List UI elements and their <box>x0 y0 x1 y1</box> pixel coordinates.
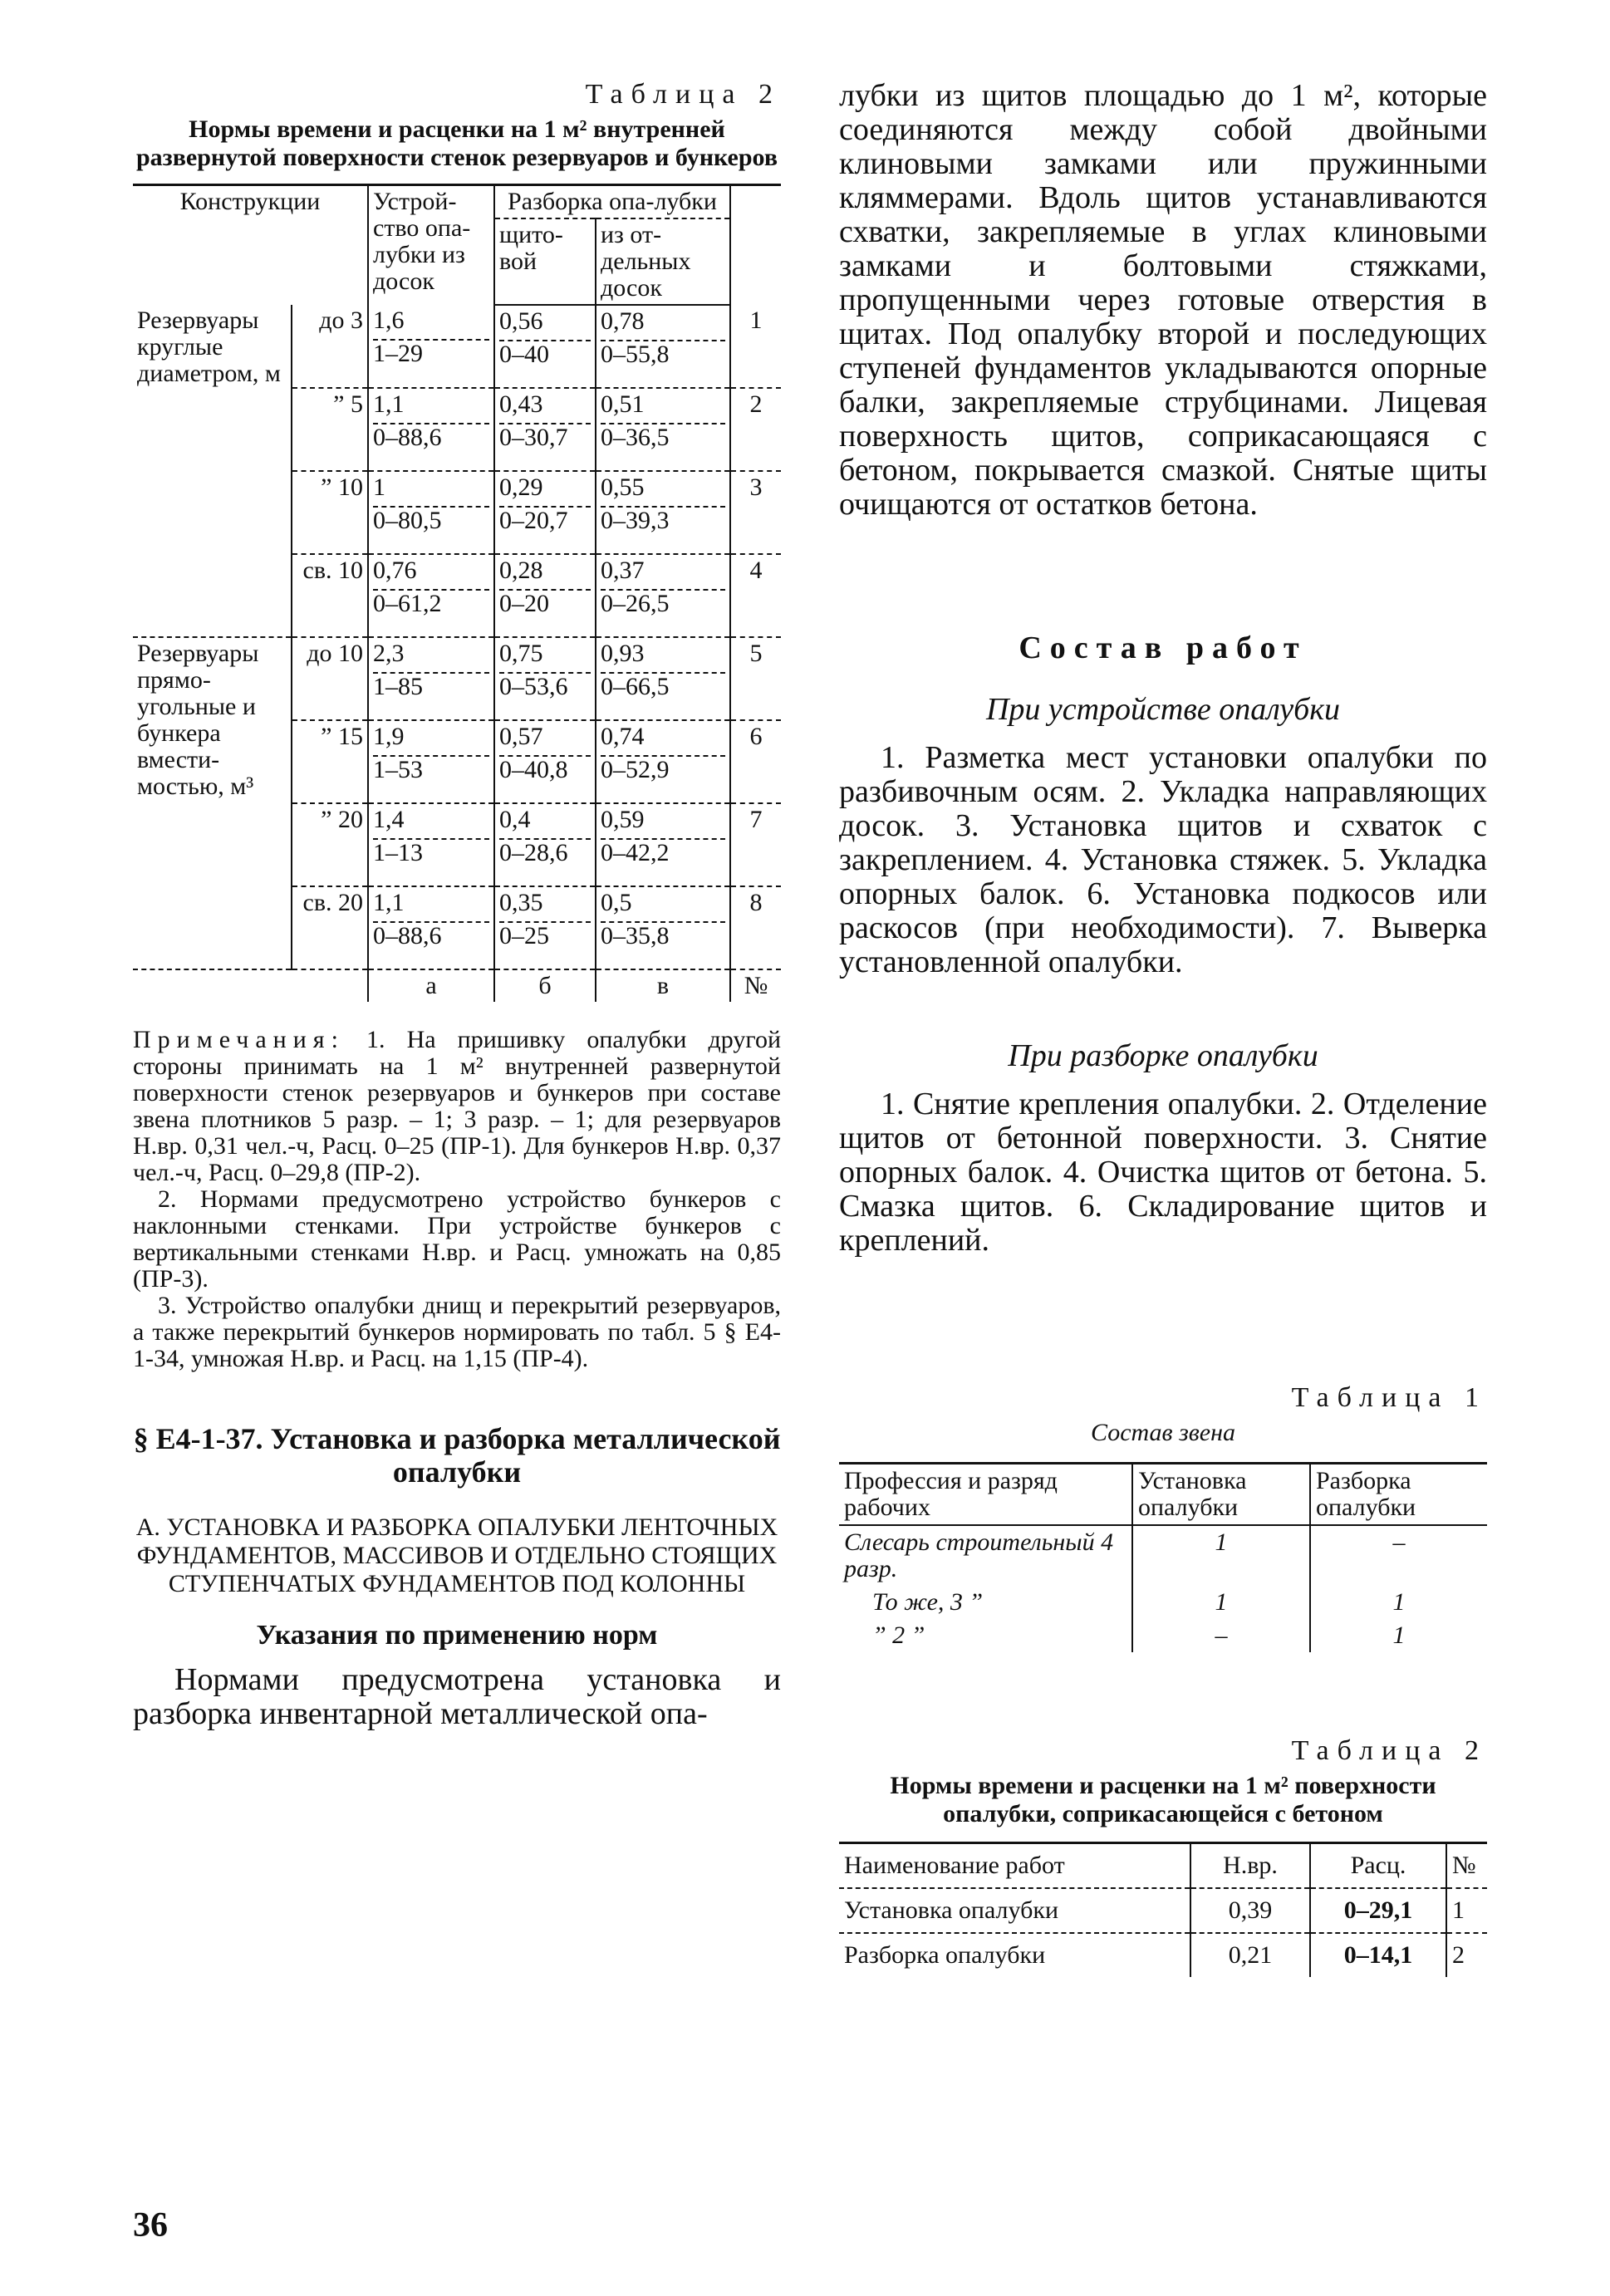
table1-title: Состав звена <box>1090 1419 1235 1446</box>
rasc-value: 0–20,7 <box>499 507 568 534</box>
table2-title: Нормы времени и расценки на 1 м² внутренней развернутой поверхности стенок резервуаров и бункеров <box>135 115 778 171</box>
rasc-value: 0–42,2 <box>601 839 670 866</box>
table-row <box>133 305 781 388</box>
col-shield: щито-вой <box>494 218 596 305</box>
nvr-value: 0,93 <box>601 640 725 674</box>
nvr-value: 0,74 <box>601 724 725 757</box>
notes-label: Примечания: <box>133 1026 345 1053</box>
note-3: 3. Устройство опалубки днищ и перекрытий резервуаров, а также перекрытий бункеров нормировать по табл. 5 § Е4-1-34, умножая Н.вр. и Расц. на 1,15 (ПР-4). <box>133 1292 781 1372</box>
group-label: Резервуары круглые диаметром, м <box>137 307 281 387</box>
col-dismantle: Разборка опа-лубки <box>494 185 730 219</box>
nvr-value: 0,28 <box>499 557 591 591</box>
rasc-value: 0–40,8 <box>499 756 568 783</box>
right-column <box>839 79 1487 1977</box>
dismantle-count: – <box>1310 1525 1487 1586</box>
rasc-value: 0–88,6 <box>373 424 442 451</box>
install-heading: При устройстве опалубки <box>985 692 1341 727</box>
footer-v: в <box>596 969 730 1002</box>
dismantle-count: 1 <box>1310 1619 1487 1652</box>
rasc-value: 0–61,2 <box>373 590 442 617</box>
profession: ” 2 ” <box>872 1621 925 1649</box>
tank-norms-table <box>133 184 781 1002</box>
rasc-value: 0–25 <box>499 922 549 949</box>
row-number: 3 <box>730 471 781 554</box>
rasc-value: 0–88,6 <box>373 922 442 949</box>
note-1: 1. На пришивку опалубки другой стороны принимать на 1 м² внутренней развернутой поверхности стенок резервуаров и бункеров при составе звена плотников 5 разр. – 1; 3 разр. – 1; для резервуаров Н.вр. 0,31 чел.-ч, Расц. 0–25 (ПР-1). Для бункеров Н.вр. 0,37 чел.-ч, Расц. 0–29,8 (ПР-2). <box>133 1026 781 1186</box>
row-size: ” 15 <box>292 720 368 803</box>
nvr-value: 0,51 <box>601 391 725 424</box>
row-size: св. 10 <box>292 554 368 637</box>
rasc-value: 0–30,7 <box>499 424 568 451</box>
guidance-heading: Указания по применению норм <box>256 1620 658 1651</box>
nvr-value: 0,35 <box>499 890 591 923</box>
rasc-value: 0–26,5 <box>601 590 670 617</box>
table2-right-caption: Таблица 2 <box>1291 1735 1487 1766</box>
works-title: Состав работ <box>1019 630 1308 665</box>
rasc-value: 0–80,5 <box>373 507 442 534</box>
work-name: Разборка опалубки <box>844 1941 1046 1969</box>
rasc-value: 1–85 <box>373 673 423 700</box>
col-separate: из от-дельных досок <box>596 218 730 305</box>
row-size: ” 5 <box>292 388 368 471</box>
footer-b: б <box>494 969 596 1002</box>
row-size: до 10 <box>292 637 368 720</box>
note-2: 2. Нормами предусмотрено устройство бункеров с наклонными стенками. При устройстве бункеров с вертикальными стенками Н.вр. и Расц. умножать на 0,85 (ПР-3). <box>133 1185 781 1293</box>
rasc-value: 0–28,6 <box>499 839 568 866</box>
section-subtitle: А. УСТАНОВКА И РАЗБОРКА ОПАЛУБКИ ЛЕНТОЧНЫХ ФУНДАМЕНТОВ, МАССИВОВ И ОТДЕЛЬНО СТОЯЩИХ СТУПЕНЧАТЫХ ФУНДАМЕНТОВ ПОД КОЛОННЫ <box>135 1513 778 1597</box>
nvr-value: 1,4 <box>373 807 489 840</box>
nvr-value: 0,56 <box>499 308 591 341</box>
row-size: св. 20 <box>292 886 368 969</box>
nvr-value: 0,76 <box>373 557 489 591</box>
dismantle-text: 1. Снятие крепления опалубки. 2. Отделение щитов от бетонной поверхности. 3. Снятие опорных балок. 4. Очистка щитов от бетона. 5. Смазка щитов. 6. Складирование щитов и креплений. <box>839 1087 1487 1258</box>
footer-no: № <box>730 969 781 1002</box>
rasc-value: 0–35,8 <box>601 922 670 949</box>
rasc-value: 1–53 <box>373 756 423 783</box>
table-row <box>133 637 781 720</box>
install-count: 1 <box>1132 1525 1310 1586</box>
row-number: 2 <box>730 388 781 471</box>
row-size: ” 10 <box>292 471 368 554</box>
nvr-value: 1,1 <box>373 391 489 424</box>
footer-a: а <box>368 969 494 1002</box>
profession: Слесарь строительный 4 разр. <box>844 1528 1114 1582</box>
crew-table <box>839 1462 1487 1652</box>
table2-right-title: Нормы времени и расценки на 1 м² поверхности опалубки, соприкасающейся с бетоном <box>890 1772 1436 1827</box>
col-rasc: Расц. <box>1310 1843 1446 1889</box>
row-size: ” 20 <box>292 803 368 886</box>
nvr-value: 0,29 <box>499 474 591 508</box>
table2-caption: Таблица 2 <box>585 79 781 110</box>
nvr-value: 0,37 <box>601 557 725 591</box>
table-row <box>839 1586 1487 1619</box>
table-notes <box>133 1027 781 1372</box>
col-no: № <box>1446 1843 1487 1889</box>
rasc-value: 0–53,6 <box>499 673 568 700</box>
row-number: 8 <box>730 886 781 969</box>
table-row <box>839 1933 1487 1977</box>
intro-text: лубки из щитов площадью до 1 м², которые соединяются между собой двойными клиновыми замками или пружинными кляммерами. Вдоль щитов устанавливаются схватки, закрепляемые в углах клиновыми замками и болтовыми стяжками, пропущенными через готовые отверстия в щитах. Под опалубку второй и последующих ступеней фундаментов укладываются опорные балки, закрепляемые струбцинами. Лицевая поверхность щитов, соприкасающаяся с бетоном, покрывается смазкой. Снятые щиты очищаются от остатков бетона. <box>839 78 1487 522</box>
section-title: § Е4-1-37. Установка и разборка металлической опалубки <box>133 1422 781 1489</box>
nvr-value: 1 <box>373 474 489 508</box>
col-construct: Конструкции <box>133 185 368 306</box>
nvr-value: 0,78 <box>601 308 725 341</box>
col-nvr: Н.вр. <box>1190 1843 1310 1889</box>
table-row <box>839 1619 1487 1652</box>
row-number: 6 <box>730 720 781 803</box>
nvr-value: 1,9 <box>373 724 489 757</box>
nvr-value: 0,43 <box>499 391 591 424</box>
nvr-value: 0,5 <box>601 890 725 923</box>
nvr-value: 2,3 <box>373 640 489 674</box>
nvr-value: 0,55 <box>601 474 725 508</box>
nvr-value: 1,1 <box>373 890 489 923</box>
rasc-value: 1–13 <box>373 839 423 866</box>
rasc-value: 0–20 <box>499 590 549 617</box>
work-name: Установка опалубки <box>839 1888 1190 1933</box>
col-install: Устрой-ство опа-лубки из досок <box>368 185 494 306</box>
left-column <box>133 79 781 1731</box>
table-footer-row <box>133 969 781 1002</box>
row-number: 1 <box>1446 1888 1487 1933</box>
page-number: 36 <box>133 2206 168 2244</box>
table-row <box>839 1888 1487 1933</box>
table-row <box>839 1525 1487 1586</box>
install-text: 1. Разметка мест установки опалубки по разбивочным осям. 2. Укладка направляющих досок. 3. Установка щитов и схваток с закреплением. 4. Установка стяжек. 5. Укладка опорных балок. 6. Установка подкосов или раскосов (при необходимости). 7. Выверка установленной опалубки. <box>839 740 1487 979</box>
rasc-value: 0–36,5 <box>601 424 670 451</box>
nvr-value: 0,4 <box>499 807 591 840</box>
dismantle-count: 1 <box>1310 1586 1487 1619</box>
col-profession: Профессия и разряд рабочих <box>839 1464 1132 1526</box>
nvr-value: 0,39 <box>1190 1888 1310 1933</box>
rasc-value: 0–55,8 <box>601 341 670 368</box>
row-number: 1 <box>730 305 781 388</box>
rasc-value: 1–29 <box>373 340 423 367</box>
row-number: 4 <box>730 554 781 637</box>
install-count: – <box>1132 1619 1310 1652</box>
col-name: Наименование работ <box>839 1843 1190 1889</box>
row-number: 5 <box>730 637 781 720</box>
formwork-norms-table <box>839 1842 1487 1977</box>
rasc-value: 0–39,3 <box>601 507 670 534</box>
install-count: 1 <box>1132 1586 1310 1619</box>
nvr-value: 1,6 <box>373 307 489 341</box>
col-dismantle: Разборка опалубки <box>1310 1464 1487 1526</box>
nvr-value: 0,21 <box>1190 1933 1310 1977</box>
nvr-value: 0,75 <box>499 640 591 674</box>
profession: То же, 3 ” <box>872 1588 984 1616</box>
col-install: Установка опалубки <box>1132 1464 1310 1526</box>
group-label: Резервуары прямо-угольные и бункера вмести-мостью, м³ <box>133 637 292 969</box>
col-number-blank <box>730 185 781 306</box>
rasc-value: 0–40 <box>499 341 549 368</box>
nvr-value: 0,59 <box>601 807 725 840</box>
rasc-value: 0–29,1 <box>1310 1888 1446 1933</box>
rasc-value: 0–66,5 <box>601 673 670 700</box>
nvr-value: 0,57 <box>499 724 591 757</box>
row-number: 2 <box>1446 1933 1487 1977</box>
rasc-value: 0–52,9 <box>601 756 670 783</box>
dismantle-heading: При разборке опалубки <box>1008 1038 1318 1073</box>
guidance-text: Нормами предусмотрена установка и разборка инвентарной металлической опа- <box>133 1662 781 1731</box>
row-number: 7 <box>730 803 781 886</box>
rasc-value: 0–14,1 <box>1310 1933 1446 1977</box>
table1-caption: Таблица 1 <box>1291 1382 1487 1413</box>
row-size: до 3 <box>292 305 368 388</box>
